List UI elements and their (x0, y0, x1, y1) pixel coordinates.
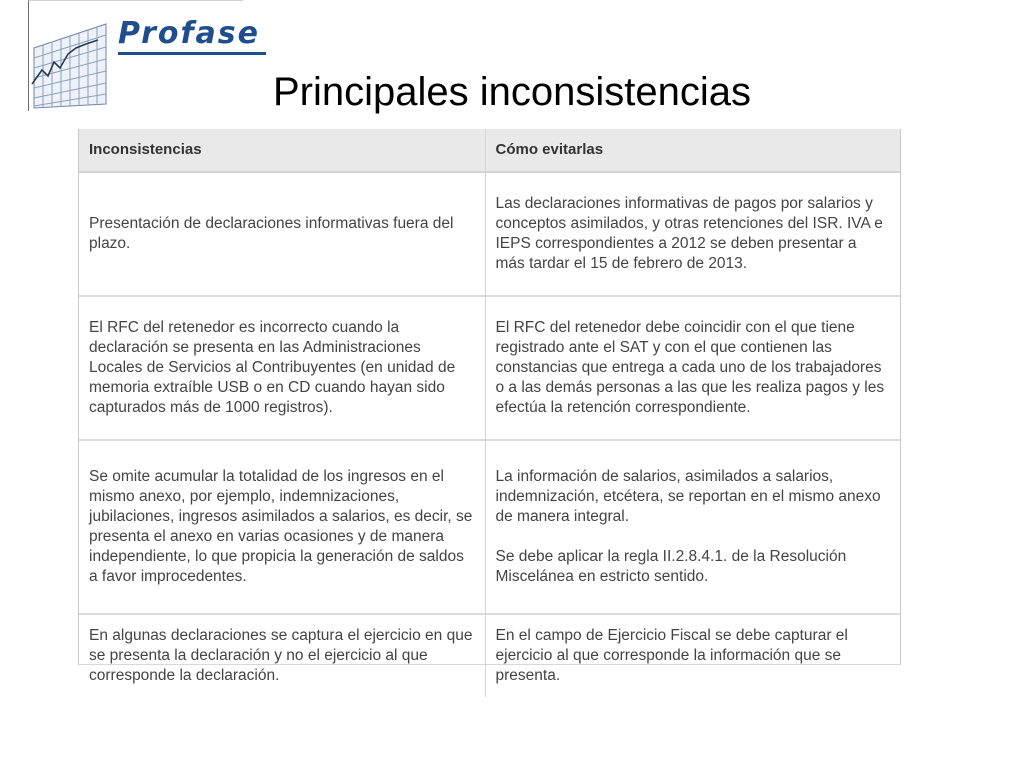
inconsistencies-table-container (78, 129, 901, 684)
solution-cell (485, 440, 900, 614)
column-header-como-evitarlas: Cómo evitarlas (485, 129, 900, 172)
table-row (79, 614, 900, 697)
logo-wordmark: Profase (118, 16, 260, 51)
page-title (0, 70, 1024, 115)
solution-cell: El RFC del retenedor debe coincidir con el que tiene registrado ante el SAT y con el que contienen las constancias que entrega a cada uno de los trabajadores o a las demás personas a las que les realiza pagos y les efectúa la retención correspondiente. (485, 296, 900, 440)
table-row (79, 296, 900, 440)
solution-paragraph: La información de salarios, asimilados a salarios, indemnización, etcétera, se reportan en el mismo anexo de manera integral. (495, 468, 881, 525)
table-header-row (79, 129, 900, 172)
problem-cell: El RFC del retenedor es incorrecto cuando la declaración se presenta en las Administraciones Locales de Servicios al Contribuyentes (en unidad de memoria extraíble USB o en CD cuando hayan sido capturados más de 1000 registros). (79, 296, 485, 440)
solution-cell: En el campo de Ejercicio Fiscal se debe capturar el ejercicio al que corresponde la información que se presenta. (495, 627, 848, 684)
problem-cell: En algunas declaraciones se captura el ejercicio en que se presenta la declaración y no el ejercicio al que corresponde la declaración. (79, 614, 485, 697)
column-header-inconsistencias: Inconsistencias (79, 129, 485, 172)
page-title-text: Principales inconsistencias (272, 70, 751, 114)
table-row (79, 172, 900, 296)
problem-cell: Se omite acumular la totalidad de los ingresos en el mismo anexo, por ejemplo, indemnizaciones, jubilaciones, ingresos asimilados a salarios, es decir, se presenta el anexo en varias ocasiones y de manera independiente, lo que propicia la generación de saldos a favor improcedentes. (79, 440, 485, 614)
solution-cell: Las declaraciones informativas de pagos por salarios y conceptos asimilados, y otras retenciones del ISR. IVA e IEPS correspondientes a 2012 se deben presentar a más tardar el 15 de febrero de 2013. (485, 172, 900, 296)
solution-paragraph-2: Se debe aplicar la regla II.2.8.4.1. de la Resolución Miscelánea en estricto sentido. (495, 548, 847, 585)
inconsistencies-table (79, 129, 900, 697)
logo-underline (118, 52, 266, 55)
table-row (79, 440, 900, 614)
problem-cell: Presentación de declaraciones informativas fuera del plazo. (79, 172, 485, 296)
